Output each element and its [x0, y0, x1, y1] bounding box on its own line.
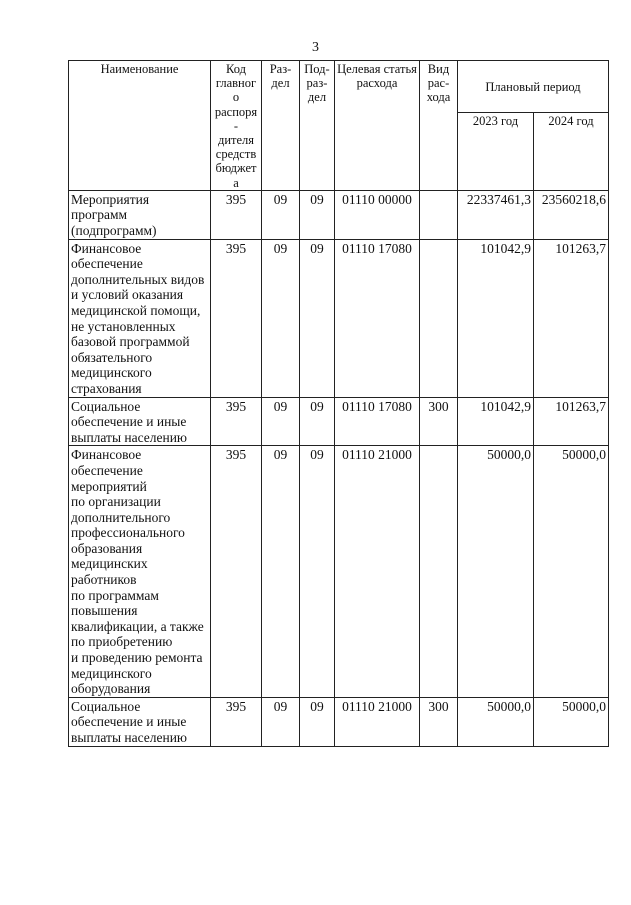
- row-section: 09: [262, 239, 300, 397]
- row-code: 395: [211, 697, 262, 746]
- row-target: 01110 21000: [335, 697, 420, 746]
- row-section: 09: [262, 446, 300, 698]
- row-code: 395: [211, 239, 262, 397]
- row-name: Социальное обеспечение и иные выплаты населению: [69, 397, 211, 446]
- row-target: 01110 21000: [335, 446, 420, 698]
- row-2023: 101042,9: [458, 239, 534, 397]
- row-expense-type: 300: [420, 397, 458, 446]
- table-header: [69, 61, 609, 191]
- row-2024: 50000,0: [534, 697, 609, 746]
- header-target: Целевая статья расхода: [335, 61, 420, 191]
- header-section: Раз- дел: [262, 61, 300, 191]
- header-plan-period: Плановый период: [458, 61, 609, 113]
- row-target: 01110 17080: [335, 239, 420, 397]
- row-2023: 101042,9: [458, 397, 534, 446]
- page-number: 3: [312, 40, 319, 55]
- header-expense-type: Вид рас- хода: [420, 61, 458, 191]
- row-expense-type: [420, 446, 458, 698]
- row-expense-type: 300: [420, 697, 458, 746]
- row-name: Финансовое обеспечение дополнительных видов и условий оказания медицинской помощи, не установленных базовой программой обязательного медицинского страхования: [69, 239, 211, 397]
- row-code: 395: [211, 397, 262, 446]
- row-name: Мероприятия программ (подпрограмм): [69, 190, 211, 239]
- header-subsection: Под- раз- дел: [300, 61, 335, 191]
- row-target: 01110 17080: [335, 397, 420, 446]
- row-section: 09: [262, 397, 300, 446]
- table-row: [69, 190, 609, 239]
- row-code: 395: [211, 190, 262, 239]
- header-code: Код главного распоря- дителя средств бюджета: [211, 61, 262, 191]
- row-subsection: 09: [300, 397, 335, 446]
- header-year-2023: 2023 год: [458, 112, 534, 190]
- table-row: [69, 697, 609, 746]
- row-section: 09: [262, 697, 300, 746]
- row-subsection: 09: [300, 446, 335, 698]
- row-2023: 50000,0: [458, 697, 534, 746]
- table-row: [69, 397, 609, 446]
- row-code: 395: [211, 446, 262, 698]
- header-year-2024: 2024 год: [534, 112, 609, 190]
- row-subsection: 09: [300, 697, 335, 746]
- row-expense-type: [420, 190, 458, 239]
- row-name: Социальное обеспечение и иные выплаты населению: [69, 697, 211, 746]
- row-subsection: 09: [300, 239, 335, 397]
- row-2024: 101263,7: [534, 397, 609, 446]
- row-name: Финансовое обеспечение мероприятий по организации дополнительного профессионального образования медицинских работников по программам повышения квалификации, а также по приобретению и проведению ремонта медицинского оборудования: [69, 446, 211, 698]
- row-expense-type: [420, 239, 458, 397]
- row-2024: 50000,0: [534, 446, 609, 698]
- row-subsection: 09: [300, 190, 335, 239]
- row-2023: 22337461,3: [458, 190, 534, 239]
- header-name: Наименование: [69, 61, 211, 191]
- row-2023: 50000,0: [458, 446, 534, 698]
- budget-table: [68, 60, 609, 747]
- row-target: 01110 00000: [335, 190, 420, 239]
- table-row: [69, 239, 609, 397]
- row-section: 09: [262, 190, 300, 239]
- table-row: [69, 446, 609, 698]
- row-2024: 23560218,6: [534, 190, 609, 239]
- row-2024: 101263,7: [534, 239, 609, 397]
